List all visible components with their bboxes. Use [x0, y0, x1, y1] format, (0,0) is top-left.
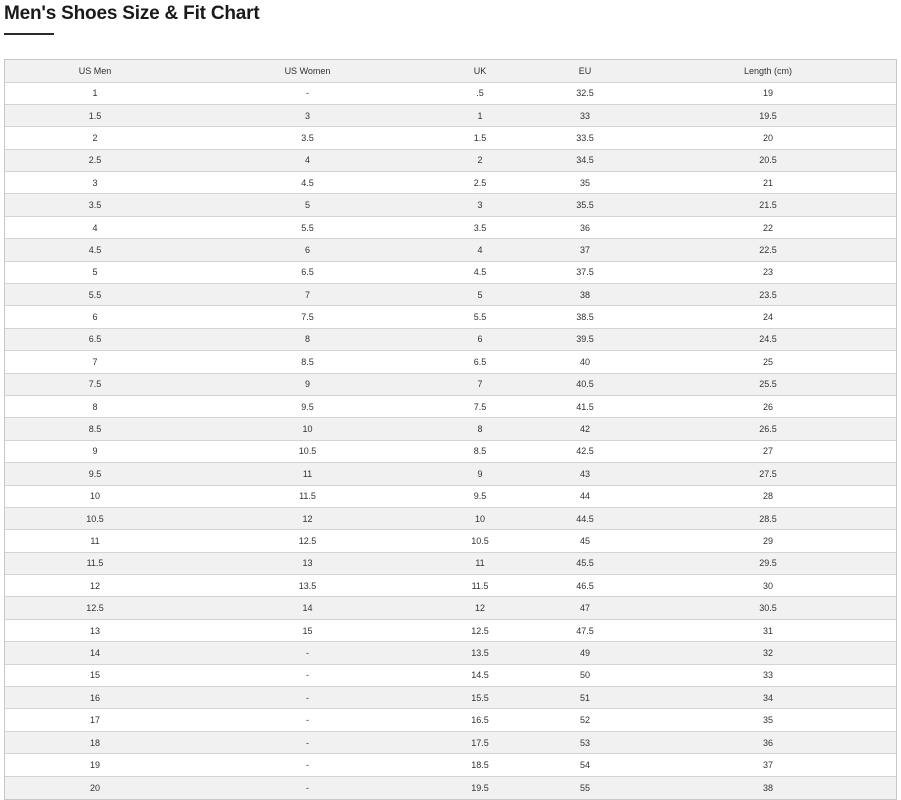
- cell-length-cm: 20: [640, 127, 896, 149]
- cell-length-cm: 23.5: [640, 284, 896, 306]
- cell-us-women: 3.5: [185, 127, 430, 149]
- cell-us-women: 4: [185, 149, 430, 171]
- cell-uk: 1: [430, 104, 530, 126]
- cell-uk: 7.5: [430, 395, 530, 417]
- cell-length-cm: 32: [640, 642, 896, 664]
- cell-length-cm: 22.5: [640, 239, 896, 261]
- cell-us-women: -: [185, 687, 430, 709]
- cell-length-cm: 38: [640, 776, 896, 798]
- table-row: [5, 485, 896, 507]
- table-row: [5, 597, 896, 619]
- table-row: [5, 776, 896, 798]
- cell-us-men: 9: [5, 440, 185, 462]
- cell-uk: 6: [430, 328, 530, 350]
- cell-eu: 34.5: [530, 149, 640, 171]
- table-row: [5, 575, 896, 597]
- cell-eu: 35.5: [530, 194, 640, 216]
- cell-eu: 50: [530, 664, 640, 686]
- cell-eu: 51: [530, 687, 640, 709]
- cell-uk: 4.5: [430, 261, 530, 283]
- cell-eu: 53: [530, 731, 640, 753]
- table-row: [5, 127, 896, 149]
- cell-us-women: -: [185, 776, 430, 798]
- cell-uk: 5: [430, 284, 530, 306]
- table-row: [5, 530, 896, 552]
- cell-us-men: 19: [5, 754, 185, 776]
- cell-us-women: 8: [185, 328, 430, 350]
- cell-uk: 10: [430, 507, 530, 529]
- cell-us-women: 11.5: [185, 485, 430, 507]
- cell-us-women: 9: [185, 373, 430, 395]
- cell-length-cm: 21: [640, 172, 896, 194]
- table-row: [5, 216, 896, 238]
- table-row: [5, 194, 896, 216]
- table-row: [5, 104, 896, 126]
- cell-us-women: -: [185, 82, 430, 104]
- cell-length-cm: 30: [640, 575, 896, 597]
- cell-uk: 14.5: [430, 664, 530, 686]
- table-row: [5, 687, 896, 709]
- table-header: [5, 60, 896, 82]
- cell-us-women: -: [185, 754, 430, 776]
- cell-uk: 3: [430, 194, 530, 216]
- table-row: [5, 82, 896, 104]
- cell-us-women: 6.5: [185, 261, 430, 283]
- table-row: [5, 418, 896, 440]
- cell-us-men: 7: [5, 351, 185, 373]
- table-row: [5, 149, 896, 171]
- cell-length-cm: 30.5: [640, 597, 896, 619]
- table-row: [5, 552, 896, 574]
- page-title: Men's Shoes Size & Fit Chart: [4, 3, 260, 24]
- cell-eu: 35: [530, 172, 640, 194]
- cell-eu: 32.5: [530, 82, 640, 104]
- cell-us-men: 3.5: [5, 194, 185, 216]
- cell-uk: 17.5: [430, 731, 530, 753]
- cell-us-women: 8.5: [185, 351, 430, 373]
- cell-us-women: 13: [185, 552, 430, 574]
- cell-eu: 52: [530, 709, 640, 731]
- cell-eu: 42: [530, 418, 640, 440]
- table-row: [5, 754, 896, 776]
- column-header-eu: EU: [530, 60, 640, 82]
- cell-us-men: 12: [5, 575, 185, 597]
- cell-eu: 47.5: [530, 619, 640, 641]
- cell-uk: 3.5: [430, 216, 530, 238]
- table-row: [5, 507, 896, 529]
- cell-us-women: -: [185, 664, 430, 686]
- cell-us-women: 13.5: [185, 575, 430, 597]
- cell-us-women: -: [185, 709, 430, 731]
- table-row: [5, 328, 896, 350]
- table-row: [5, 642, 896, 664]
- cell-length-cm: 19.5: [640, 104, 896, 126]
- cell-us-men: 5: [5, 261, 185, 283]
- cell-length-cm: 19: [640, 82, 896, 104]
- cell-length-cm: 28: [640, 485, 896, 507]
- cell-length-cm: 37: [640, 754, 896, 776]
- cell-us-women: 10: [185, 418, 430, 440]
- cell-us-women: 9.5: [185, 395, 430, 417]
- cell-uk: 2.5: [430, 172, 530, 194]
- table-row: [5, 284, 896, 306]
- cell-length-cm: 27: [640, 440, 896, 462]
- cell-us-women: 4.5: [185, 172, 430, 194]
- cell-length-cm: 21.5: [640, 194, 896, 216]
- cell-eu: 45: [530, 530, 640, 552]
- cell-uk: 8: [430, 418, 530, 440]
- cell-uk: 9: [430, 463, 530, 485]
- cell-uk: 1.5: [430, 127, 530, 149]
- cell-eu: 33.5: [530, 127, 640, 149]
- table-row: [5, 619, 896, 641]
- cell-length-cm: 25: [640, 351, 896, 373]
- cell-us-men: 2.5: [5, 149, 185, 171]
- cell-uk: 10.5: [430, 530, 530, 552]
- cell-uk: 12.5: [430, 619, 530, 641]
- cell-us-women: 6: [185, 239, 430, 261]
- cell-us-men: 4: [5, 216, 185, 238]
- cell-us-men: 14: [5, 642, 185, 664]
- cell-us-men: 8: [5, 395, 185, 417]
- column-header-uk: UK: [430, 60, 530, 82]
- cell-eu: 40.5: [530, 373, 640, 395]
- cell-uk: 5.5: [430, 306, 530, 328]
- cell-length-cm: 34: [640, 687, 896, 709]
- table-row: [5, 440, 896, 462]
- cell-us-men: 12.5: [5, 597, 185, 619]
- cell-us-women: 5: [185, 194, 430, 216]
- table-row: [5, 664, 896, 686]
- cell-length-cm: 35: [640, 709, 896, 731]
- cell-uk: 13.5: [430, 642, 530, 664]
- cell-length-cm: 27.5: [640, 463, 896, 485]
- cell-uk: 12: [430, 597, 530, 619]
- cell-us-women: 3: [185, 104, 430, 126]
- table-row: [5, 395, 896, 417]
- cell-us-men: 18: [5, 731, 185, 753]
- cell-length-cm: 29: [640, 530, 896, 552]
- cell-eu: 37: [530, 239, 640, 261]
- cell-eu: 38: [530, 284, 640, 306]
- cell-us-men: 4.5: [5, 239, 185, 261]
- cell-us-women: 10.5: [185, 440, 430, 462]
- table-row: [5, 463, 896, 485]
- table-row: [5, 306, 896, 328]
- cell-uk: 6.5: [430, 351, 530, 373]
- cell-uk: 4: [430, 239, 530, 261]
- cell-length-cm: 24: [640, 306, 896, 328]
- cell-uk: 11: [430, 552, 530, 574]
- cell-eu: 37.5: [530, 261, 640, 283]
- cell-us-women: 12.5: [185, 530, 430, 552]
- cell-us-men: 6.5: [5, 328, 185, 350]
- cell-eu: 54: [530, 754, 640, 776]
- cell-us-women: 7: [185, 284, 430, 306]
- cell-us-women: 15: [185, 619, 430, 641]
- cell-uk: 16.5: [430, 709, 530, 731]
- cell-eu: 44: [530, 485, 640, 507]
- cell-us-men: 1.5: [5, 104, 185, 126]
- cell-us-men: 17: [5, 709, 185, 731]
- table-row: [5, 731, 896, 753]
- table-row: [5, 172, 896, 194]
- cell-us-men: 5.5: [5, 284, 185, 306]
- header-row: [5, 60, 896, 82]
- cell-eu: 47: [530, 597, 640, 619]
- cell-length-cm: 25.5: [640, 373, 896, 395]
- cell-us-women: 7.5: [185, 306, 430, 328]
- cell-us-men: 11: [5, 530, 185, 552]
- cell-eu: 43: [530, 463, 640, 485]
- cell-us-men: 11.5: [5, 552, 185, 574]
- cell-uk: 15.5: [430, 687, 530, 709]
- cell-length-cm: 28.5: [640, 507, 896, 529]
- cell-eu: 39.5: [530, 328, 640, 350]
- cell-us-men: 10: [5, 485, 185, 507]
- cell-us-men: 16: [5, 687, 185, 709]
- cell-length-cm: 26: [640, 395, 896, 417]
- cell-us-men: 8.5: [5, 418, 185, 440]
- cell-uk: 18.5: [430, 754, 530, 776]
- cell-eu: 33: [530, 104, 640, 126]
- cell-us-men: 1: [5, 82, 185, 104]
- cell-us-women: 5.5: [185, 216, 430, 238]
- cell-us-men: 2: [5, 127, 185, 149]
- table-row: [5, 373, 896, 395]
- cell-uk: 8.5: [430, 440, 530, 462]
- cell-length-cm: 22: [640, 216, 896, 238]
- cell-length-cm: 26.5: [640, 418, 896, 440]
- cell-length-cm: 20.5: [640, 149, 896, 171]
- cell-uk: 19.5: [430, 776, 530, 798]
- cell-eu: 38.5: [530, 306, 640, 328]
- cell-us-men: 9.5: [5, 463, 185, 485]
- cell-us-men: 3: [5, 172, 185, 194]
- cell-eu: 46.5: [530, 575, 640, 597]
- column-header-us-men: US Men: [5, 60, 185, 82]
- cell-uk: 2: [430, 149, 530, 171]
- cell-uk: 9.5: [430, 485, 530, 507]
- size-chart-table-container: [4, 59, 897, 800]
- cell-us-men: 7.5: [5, 373, 185, 395]
- cell-us-men: 20: [5, 776, 185, 798]
- cell-length-cm: 36: [640, 731, 896, 753]
- cell-eu: 49: [530, 642, 640, 664]
- cell-us-women: -: [185, 731, 430, 753]
- cell-us-men: 13: [5, 619, 185, 641]
- cell-us-women: 12: [185, 507, 430, 529]
- cell-us-men: 6: [5, 306, 185, 328]
- cell-uk: 11.5: [430, 575, 530, 597]
- table-body: [5, 82, 896, 799]
- table-row: [5, 709, 896, 731]
- cell-eu: 36: [530, 216, 640, 238]
- cell-us-women: 14: [185, 597, 430, 619]
- table-row: [5, 239, 896, 261]
- cell-us-men: 10.5: [5, 507, 185, 529]
- cell-eu: 41.5: [530, 395, 640, 417]
- column-header-length-cm: Length (cm): [640, 60, 896, 82]
- cell-length-cm: 33: [640, 664, 896, 686]
- title-underline: [4, 33, 54, 35]
- table-row: [5, 351, 896, 373]
- column-header-us-women: US Women: [185, 60, 430, 82]
- cell-us-women: -: [185, 642, 430, 664]
- cell-us-women: 11: [185, 463, 430, 485]
- cell-length-cm: 29.5: [640, 552, 896, 574]
- size-chart-table: [5, 60, 896, 799]
- cell-length-cm: 24.5: [640, 328, 896, 350]
- cell-uk: 7: [430, 373, 530, 395]
- table-row: [5, 261, 896, 283]
- cell-eu: 55: [530, 776, 640, 798]
- cell-length-cm: 31: [640, 619, 896, 641]
- cell-eu: 45.5: [530, 552, 640, 574]
- cell-eu: 40: [530, 351, 640, 373]
- cell-eu: 42.5: [530, 440, 640, 462]
- cell-length-cm: 23: [640, 261, 896, 283]
- cell-uk: .5: [430, 82, 530, 104]
- cell-us-men: 15: [5, 664, 185, 686]
- cell-eu: 44.5: [530, 507, 640, 529]
